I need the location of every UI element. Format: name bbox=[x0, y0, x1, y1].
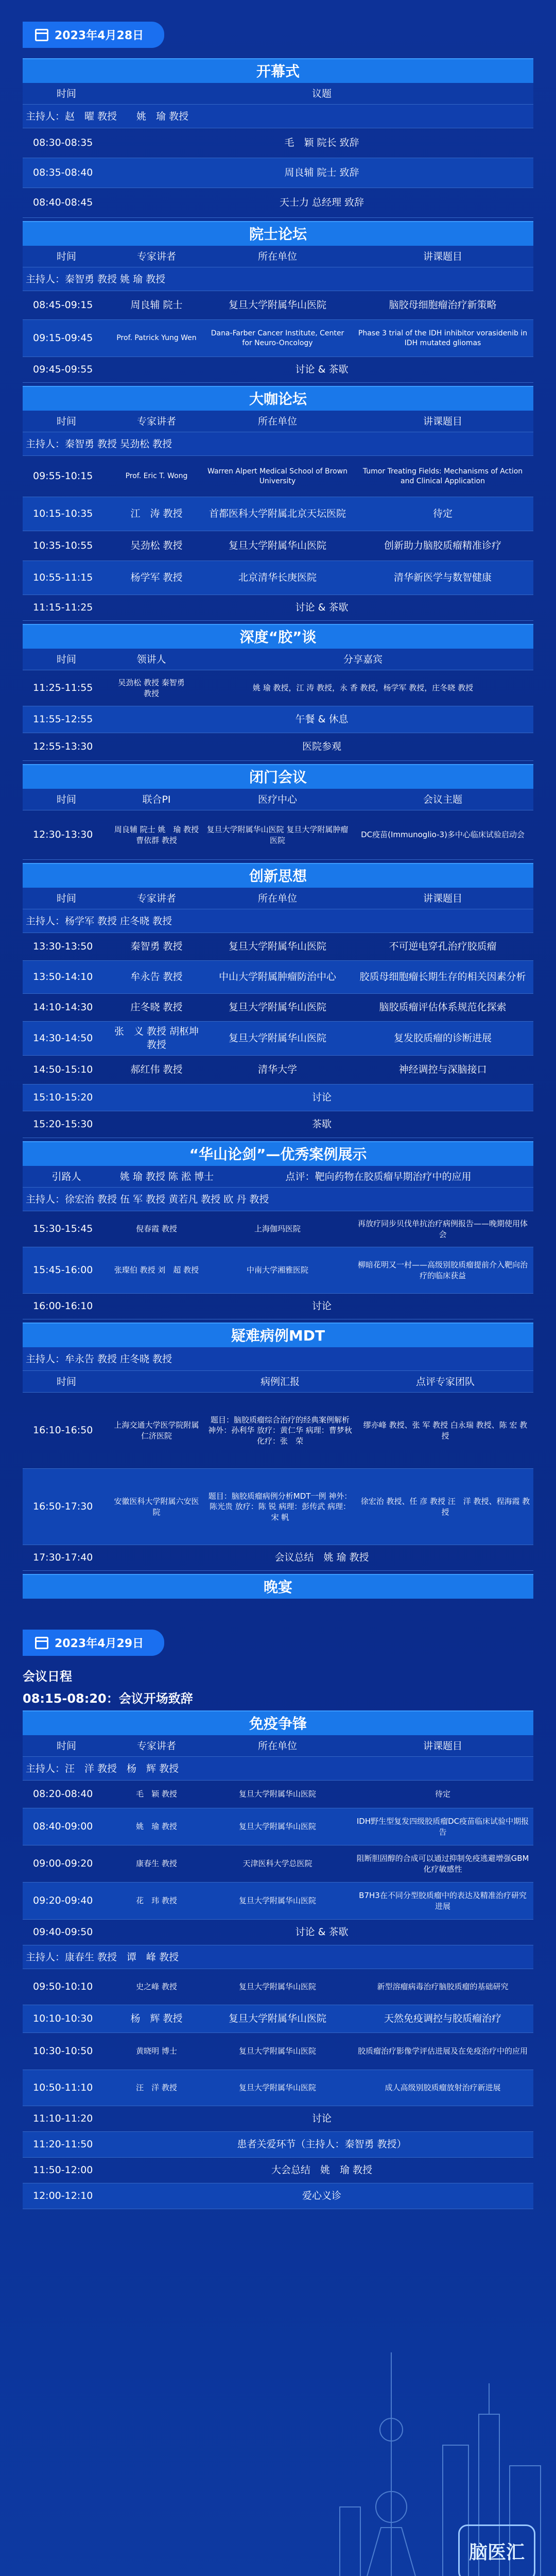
row-time: 13:50-14:10 bbox=[33, 971, 93, 982]
immune-host1: 主持人：汪 洋 教授 杨 辉 教授 bbox=[23, 1757, 533, 1781]
row-cell: 再放疗同步贝伐单抗治疗病例报告——晚期使用体会 bbox=[357, 1219, 528, 1239]
table-row bbox=[23, 2005, 533, 2033]
row-time: 09:55-10:15 bbox=[33, 470, 93, 482]
col-header: 时间 bbox=[56, 654, 76, 665]
row-time: 10:55-11:15 bbox=[33, 571, 93, 583]
immune-host2: 主持人：康春生 教授 谭 峰 教授 bbox=[23, 1945, 533, 1969]
row-cell: Dana-Farber Cancer Institute, Center for Neuro-Oncology bbox=[211, 329, 344, 347]
row-cell: 上海交通大学医学院附属仁济医院 bbox=[114, 1420, 199, 1440]
opening-speech: 08:15-08:20：会议开场致辞 bbox=[23, 1691, 193, 1706]
row-time: 09:15-09:45 bbox=[33, 332, 93, 344]
closed-h-header bbox=[23, 789, 533, 810]
row-time: 11:25-11:55 bbox=[33, 682, 93, 693]
table-row bbox=[23, 320, 533, 357]
row-cell: 柳暗花明又一村——高级别胶质瘤提前介入靶向治疗的临床获益 bbox=[357, 1260, 528, 1280]
agenda-heading: 会议日程 bbox=[23, 1669, 72, 1684]
col-header: 领讲人 bbox=[136, 654, 166, 665]
innov-h-header bbox=[23, 888, 533, 909]
col-header: 姚 瑜 教授 陈 淞 博士 bbox=[119, 1171, 214, 1182]
table-row bbox=[23, 2132, 533, 2158]
table-row bbox=[23, 357, 533, 383]
table-row bbox=[23, 1545, 533, 1571]
row-cell: 天津医科大学总医院 bbox=[242, 1859, 312, 1869]
row-cell: 胶质母细胞瘤长期生存的相关因素分析 bbox=[359, 971, 526, 982]
row-cell: 成人高级别胶质瘤放射治疗新进展 bbox=[385, 2083, 501, 2093]
col-header: 所在单位 bbox=[257, 893, 297, 904]
mdt-title: 疑难病例MDT bbox=[23, 1323, 533, 1347]
row-time: 15:20-15:30 bbox=[33, 1118, 93, 1130]
row-merged: 爱心义诊 bbox=[302, 2190, 341, 2201]
row-merged: 讨论 bbox=[311, 2112, 332, 2124]
table-row bbox=[23, 1969, 533, 2005]
row-cell: 牟永告 教授 bbox=[130, 971, 183, 982]
row-cell: 张 义 教授 胡枢坤 教授 bbox=[114, 1025, 199, 1050]
row-time: 08:45-09:15 bbox=[33, 299, 93, 311]
row-time: 11:15-11:25 bbox=[33, 601, 93, 613]
row-cell: 姚 瑜 教授 bbox=[136, 1822, 177, 1832]
imm-h-header bbox=[23, 1735, 533, 1757]
row-merged: 会议总结 姚 瑜 教授 bbox=[274, 1551, 369, 1563]
row-time: 08:30-08:35 bbox=[33, 137, 93, 148]
row-cell: 脑胶质瘤评估体系规范化探索 bbox=[379, 1001, 507, 1013]
row-cell: 倪春霞 教授 bbox=[136, 1224, 177, 1234]
table-row bbox=[23, 706, 533, 733]
cases-h-header bbox=[23, 1166, 533, 1188]
col-header: 时间 bbox=[56, 794, 76, 805]
col-header: 时间 bbox=[56, 1740, 76, 1752]
masters-host: 主持人：秦智勇 教授 吴劲松 教授 bbox=[23, 432, 533, 456]
row-time: 09:45-09:55 bbox=[33, 363, 93, 375]
row-merged: 大会总结 姚 瑜 教授 bbox=[271, 2164, 373, 2176]
row-cell: 复旦大学附属华山医院 bbox=[238, 1822, 316, 1832]
row-time: 09:00-09:20 bbox=[33, 1857, 93, 1869]
row-time: 08:40-08:45 bbox=[33, 196, 93, 208]
table-row bbox=[23, 1111, 533, 1138]
row-cell: 安徽医科大学附属六安医院 bbox=[114, 1497, 199, 1517]
row-cell: 江 涛 教授 bbox=[130, 507, 183, 519]
table-row bbox=[23, 2106, 533, 2132]
row-cell: Prof. Eric T. Wong bbox=[125, 472, 188, 481]
innov-title: 创新思想 bbox=[23, 863, 533, 888]
row-cell: 复旦大学附属华山医院 bbox=[238, 1896, 316, 1906]
row-merged: 患者关爱环节（主持人：秦智勇 教授） bbox=[237, 2138, 407, 2150]
row-cell: 秦智勇 教授 bbox=[130, 940, 183, 952]
row-time: 10:10-10:30 bbox=[33, 2012, 93, 2024]
row-cell: 张璨伯 教授 刘 超 教授 bbox=[114, 1265, 199, 1275]
row-merged: 天士力 总经理 致辞 bbox=[279, 196, 364, 208]
table-row bbox=[23, 933, 533, 961]
day2-date: 2023年4月29日 bbox=[55, 1637, 144, 1650]
col-header: 分享嘉宾 bbox=[343, 654, 383, 665]
gala-title: 晚宴 bbox=[23, 1574, 533, 1599]
row-cell: 庄冬晓 教授 bbox=[130, 1001, 183, 1013]
col-header: 时间 bbox=[56, 1376, 76, 1387]
table-row bbox=[23, 128, 533, 158]
row-cell: 神经调控与深脑接口 bbox=[398, 1063, 487, 1075]
row-time: 13:30-13:50 bbox=[33, 940, 93, 952]
row-cell: 康春生 教授 bbox=[136, 1859, 177, 1869]
col-header: 引路人 bbox=[51, 1171, 81, 1182]
row-time: 10:35-10:55 bbox=[33, 539, 93, 551]
row-time: 17:30-17:40 bbox=[33, 1551, 93, 1563]
table-row bbox=[23, 1211, 533, 1247]
row-time: 09:50-10:10 bbox=[33, 1980, 93, 1992]
table-row bbox=[23, 1920, 533, 1945]
innov-host: 主持人：杨学军 教授 庄冬晓 教授 bbox=[23, 909, 533, 933]
row-cell: 中南大学湘雅医院 bbox=[246, 1265, 308, 1275]
row-time: 15:45-16:00 bbox=[33, 1264, 93, 1276]
table-row bbox=[23, 1469, 533, 1545]
row-time: 08:35-08:40 bbox=[33, 166, 93, 178]
col-header: 点评：靶向药物在胶质瘤早期治疗中的应用 bbox=[285, 1171, 472, 1182]
row-merged: 午餐 & 休息 bbox=[295, 713, 349, 725]
row-time: 08:40-09:00 bbox=[33, 1820, 93, 1832]
row-cell: 阻断胆固醇的合成可以通过抑制免疫逃避增强GBM化疗敏感性 bbox=[356, 1854, 529, 1874]
table-row bbox=[23, 1393, 533, 1469]
row-cell: 复旦大学附属华山医院 bbox=[228, 539, 326, 551]
calendar-icon bbox=[35, 29, 48, 41]
row-cell: 徐宏治 教授、任 彦 教授 汪 洋 教授、程海霞 教授 bbox=[360, 1497, 530, 1517]
row-time: 11:55-12:55 bbox=[33, 713, 93, 725]
table-row bbox=[23, 1247, 533, 1294]
row-cell: 首都医科大学附属北京天坛医院 bbox=[208, 507, 346, 519]
row-cell: 待定 bbox=[435, 1789, 450, 1799]
row-cell: Warren Alpert Medical School of Brown University bbox=[207, 467, 348, 485]
row-cell: 复旦大学附属华山医院 复旦大学附属肿瘤医院 bbox=[206, 825, 349, 845]
row-time: 12:00-12:10 bbox=[33, 2190, 93, 2201]
col-header: 点评专家团队 bbox=[415, 1376, 475, 1387]
row-cell: 北京清华长庚医院 bbox=[238, 571, 317, 583]
logo-text: 脑医汇 bbox=[468, 2542, 525, 2563]
row-time: 14:10-14:30 bbox=[33, 1001, 93, 1013]
table-row bbox=[23, 2070, 533, 2106]
closed-title: 闭门会议 bbox=[23, 764, 533, 789]
col-header: 专家讲者 bbox=[136, 416, 176, 427]
table-row bbox=[23, 158, 533, 188]
col-header: 讲课题目 bbox=[423, 416, 462, 427]
row-merged: 毛 颖 院长 致辞 bbox=[284, 137, 359, 148]
table-row bbox=[23, 2158, 533, 2183]
col-header: 时间 bbox=[56, 893, 76, 904]
table-row bbox=[23, 1294, 533, 1319]
col-header: 所在单位 bbox=[257, 1740, 297, 1752]
table-row bbox=[23, 810, 533, 860]
col-time: 时间 bbox=[56, 88, 76, 99]
row-cell: 复旦大学附属华山医院 bbox=[228, 940, 326, 952]
row-cell: 脑胶母细胞瘤治疗新策略 bbox=[389, 299, 497, 311]
row-time: 11:10-11:20 bbox=[33, 2112, 93, 2124]
row-cell: 吴劲松 教授 bbox=[130, 539, 183, 551]
table-row bbox=[23, 1845, 533, 1883]
col-header: 所在单位 bbox=[257, 251, 297, 262]
row-cell: 题目：脑胶质瘤综合治疗的经典案例解析 神外：孙利华 放疗：黄仁华 病理：曹梦秋 化疗：张 荣 bbox=[208, 1415, 352, 1446]
row-cell: 黄晓明 博士 bbox=[136, 2046, 177, 2056]
row-time: 09:20-09:40 bbox=[33, 1894, 93, 1906]
row-cell: Tumor Treating Fields: Mechanisms of Action and Clinical Application bbox=[362, 467, 523, 485]
col-header: 联合PI bbox=[142, 794, 171, 805]
row-cell: 清华大学 bbox=[257, 1063, 297, 1075]
row-cell: 姚 瑜 教授，江 涛 教授，永 香 教授，杨学军 教授，庄冬晓 教授 bbox=[252, 683, 474, 693]
row-merged: 讨论 bbox=[311, 1300, 332, 1312]
row-cell: 不可逆电穿孔治疗胶质瘤 bbox=[389, 940, 497, 952]
immune-title: 免疫争锋 bbox=[23, 1710, 533, 1735]
day1-date-pill bbox=[23, 22, 164, 48]
row-cell: 复旦大学附属华山医院 bbox=[238, 1789, 316, 1799]
row-time: 12:55-13:30 bbox=[33, 740, 93, 752]
row-time: 11:50-12:00 bbox=[33, 2164, 93, 2176]
row-cell: 周良辅 院士 bbox=[130, 299, 183, 311]
row-merged: 讨论 & 茶歇 bbox=[295, 601, 349, 613]
row-cell: 复旦大学附属华山医院 bbox=[228, 1032, 326, 1044]
row-cell: 吴劲松 教授 秦智勇 教授 bbox=[118, 678, 185, 698]
mdt-h-header bbox=[23, 1371, 533, 1393]
table-row bbox=[23, 188, 533, 218]
col-header: 所在单位 bbox=[257, 416, 297, 427]
col-header: 病例汇报 bbox=[260, 1376, 300, 1387]
table-row bbox=[23, 733, 533, 761]
table-row bbox=[23, 1022, 533, 1056]
mdt-host: 主持人：牟永告 教授 庄冬晓 教授 bbox=[23, 1347, 533, 1371]
day2-date-pill bbox=[23, 1630, 164, 1656]
col-header: 讲课题目 bbox=[423, 251, 462, 262]
row-cell: 杨学军 教授 bbox=[130, 571, 183, 583]
row-time: 10:15-10:35 bbox=[33, 507, 93, 519]
table-row bbox=[23, 994, 533, 1022]
row-cell: 郝红伟 教授 bbox=[130, 1063, 183, 1075]
row-cell: 复旦大学附属华山医院 bbox=[238, 2046, 316, 2056]
row-cell: 复旦大学附属华山医院 bbox=[228, 299, 326, 311]
row-time: 16:10-16:50 bbox=[33, 1424, 93, 1436]
row-time: 09:40-09:50 bbox=[33, 1926, 93, 1938]
brand-logo bbox=[458, 2524, 535, 2576]
academician-title: 院士论坛 bbox=[23, 221, 533, 246]
row-cell: 花 玮 教授 bbox=[136, 1896, 177, 1906]
table-row bbox=[23, 1056, 533, 1084]
deep-h-header bbox=[23, 649, 533, 670]
row-cell: 清华新医学与数智健康 bbox=[393, 571, 492, 583]
row-merged: 茶歇 bbox=[311, 1118, 332, 1130]
row-cell: 复旦大学附属华山医院 bbox=[238, 1982, 316, 1992]
row-cell: 上海伽玛医院 bbox=[254, 1224, 301, 1234]
day1-date-bar bbox=[23, 22, 533, 48]
col-header: 讲课题目 bbox=[423, 893, 462, 904]
table-row bbox=[23, 497, 533, 531]
row-merged: 讨论 & 茶歇 bbox=[295, 1926, 349, 1938]
table-row bbox=[23, 291, 533, 320]
day2-date-bar bbox=[23, 1630, 533, 1656]
mast-h-header bbox=[23, 411, 533, 432]
row-merged: 讨论 bbox=[311, 1091, 332, 1103]
row-cell: 杨 辉 教授 bbox=[130, 2012, 183, 2024]
table-row bbox=[23, 961, 533, 994]
row-cell: 毛 颖 教授 bbox=[136, 1789, 177, 1799]
row-cell: 复旦大学附属华山医院 bbox=[238, 2083, 316, 2093]
row-cell: 周良辅 院士 姚 瑜 教授 曹依群 教授 bbox=[114, 825, 199, 845]
row-cell: Prof. Patrick Yung Wen bbox=[116, 334, 197, 343]
table-row bbox=[23, 2033, 533, 2070]
col-header: 专家讲者 bbox=[136, 893, 176, 904]
col-header: 专家讲者 bbox=[136, 251, 176, 262]
col-header bbox=[110, 1371, 203, 1392]
col-header: 时间 bbox=[56, 416, 76, 427]
row-time: 15:10-15:20 bbox=[33, 1091, 93, 1103]
row-merged: 医院参观 bbox=[302, 740, 341, 752]
table-row bbox=[23, 1084, 533, 1111]
row-cell: 复发胶质瘤的诊断进展 bbox=[393, 1032, 492, 1044]
row-time: 08:20-08:40 bbox=[33, 1788, 93, 1800]
row-cell: 天然免疫调控与胶质瘤治疗 bbox=[384, 2012, 501, 2024]
row-cell: 复旦大学附属华山医院 bbox=[228, 1001, 326, 1013]
row-time: 15:30-15:45 bbox=[33, 1223, 93, 1234]
row-merged: 讨论 & 茶歇 bbox=[295, 363, 349, 375]
day1-date: 2023年4月28日 bbox=[55, 29, 144, 42]
opening-header bbox=[23, 83, 533, 105]
table-row bbox=[23, 456, 533, 497]
cases-host: 主持人：徐宏治 教授 伍 军 教授 黄若凡 教授 欧 丹 教授 bbox=[23, 1188, 533, 1211]
row-time: 16:00-16:10 bbox=[33, 1300, 93, 1312]
cases-title: “华山论剑”—优秀案例展示 bbox=[23, 1141, 533, 1166]
table-row bbox=[23, 561, 533, 595]
row-cell: 题目：脑胶质瘤病例分析MDT一例 神外：陈光贵 放疗：陈 锐 病理：彭传武 病理：宋 帆 bbox=[208, 1492, 352, 1522]
row-time: 10:50-11:10 bbox=[33, 2081, 93, 2093]
col-header: 医疗中心 bbox=[257, 794, 297, 805]
row-time: 14:50-15:10 bbox=[33, 1063, 93, 1075]
row-cell: Phase 3 trial of the IDH inhibitor vorasidenib in IDH mutated gliomas bbox=[358, 329, 528, 347]
col-header: 讲课题目 bbox=[423, 1740, 462, 1752]
row-time: 12:30-13:30 bbox=[33, 828, 93, 840]
row-cell: 史之峰 教授 bbox=[136, 1982, 177, 1992]
row-cell: DC疫苗(Immunoglio-3)多中心临床试验启动会 bbox=[361, 830, 525, 840]
row-time: 16:50-17:30 bbox=[33, 1500, 93, 1512]
calendar-icon bbox=[35, 1637, 48, 1649]
academician-host: 主持人：秦智勇 教授 姚 瑜 教授 bbox=[23, 267, 533, 291]
masters-title: 大咖论坛 bbox=[23, 386, 533, 411]
row-cell: 缪亦峰 教授、张 军 教授 白永瑞 教授、陈 宏 教授 bbox=[363, 1420, 528, 1440]
row-cell: 汪 洋 教授 bbox=[136, 2083, 177, 2093]
row-cell: 中山大学附属肿瘤防治中心 bbox=[218, 971, 336, 982]
row-time: 10:30-10:50 bbox=[33, 2045, 93, 2057]
col-header: 专家讲者 bbox=[136, 1740, 176, 1752]
col-header: 时间 bbox=[56, 251, 76, 262]
table-row bbox=[23, 531, 533, 561]
row-cell: 创新助力脑胶质瘤精准诊疗 bbox=[384, 539, 501, 551]
row-cell: 待定 bbox=[432, 507, 453, 519]
row-cell: 复旦大学附属华山医院 bbox=[228, 2012, 326, 2024]
row-cell: 胶质瘤治疗影像学评估进展及在免疫治疗中的应用 bbox=[357, 2046, 528, 2056]
table-row bbox=[23, 2183, 533, 2209]
opening-title: 开幕式 bbox=[23, 58, 533, 83]
row-merged: 周良辅 院士 致辞 bbox=[284, 166, 359, 178]
row-time: 11:20-11:50 bbox=[33, 2138, 93, 2150]
deep-title: 深度“胶”谈 bbox=[23, 624, 533, 649]
col-header: 会议主题 bbox=[423, 794, 462, 805]
row-time: 14:30-14:50 bbox=[33, 1032, 93, 1044]
table-row bbox=[23, 1808, 533, 1845]
row-cell: 新型溶瘤病毒治疗脑胶质瘤的基础研究 bbox=[377, 1982, 509, 1992]
row-cell: IDH野生型复发四级胶质瘤DC疫苗临床试验中期报告 bbox=[356, 1817, 529, 1837]
opening-host: 主持人：赵 曜 教授 姚 瑜 教授 bbox=[23, 105, 533, 128]
table-row bbox=[23, 1781, 533, 1808]
table-row bbox=[23, 595, 533, 621]
col-topic: 议题 bbox=[311, 88, 332, 99]
acad-h-header bbox=[23, 246, 533, 267]
table-row bbox=[23, 670, 533, 706]
table-row bbox=[23, 1883, 533, 1920]
row-cell: B7H3在不同分型胶质瘤中的表达及精准治疗研究进展 bbox=[359, 1891, 527, 1911]
